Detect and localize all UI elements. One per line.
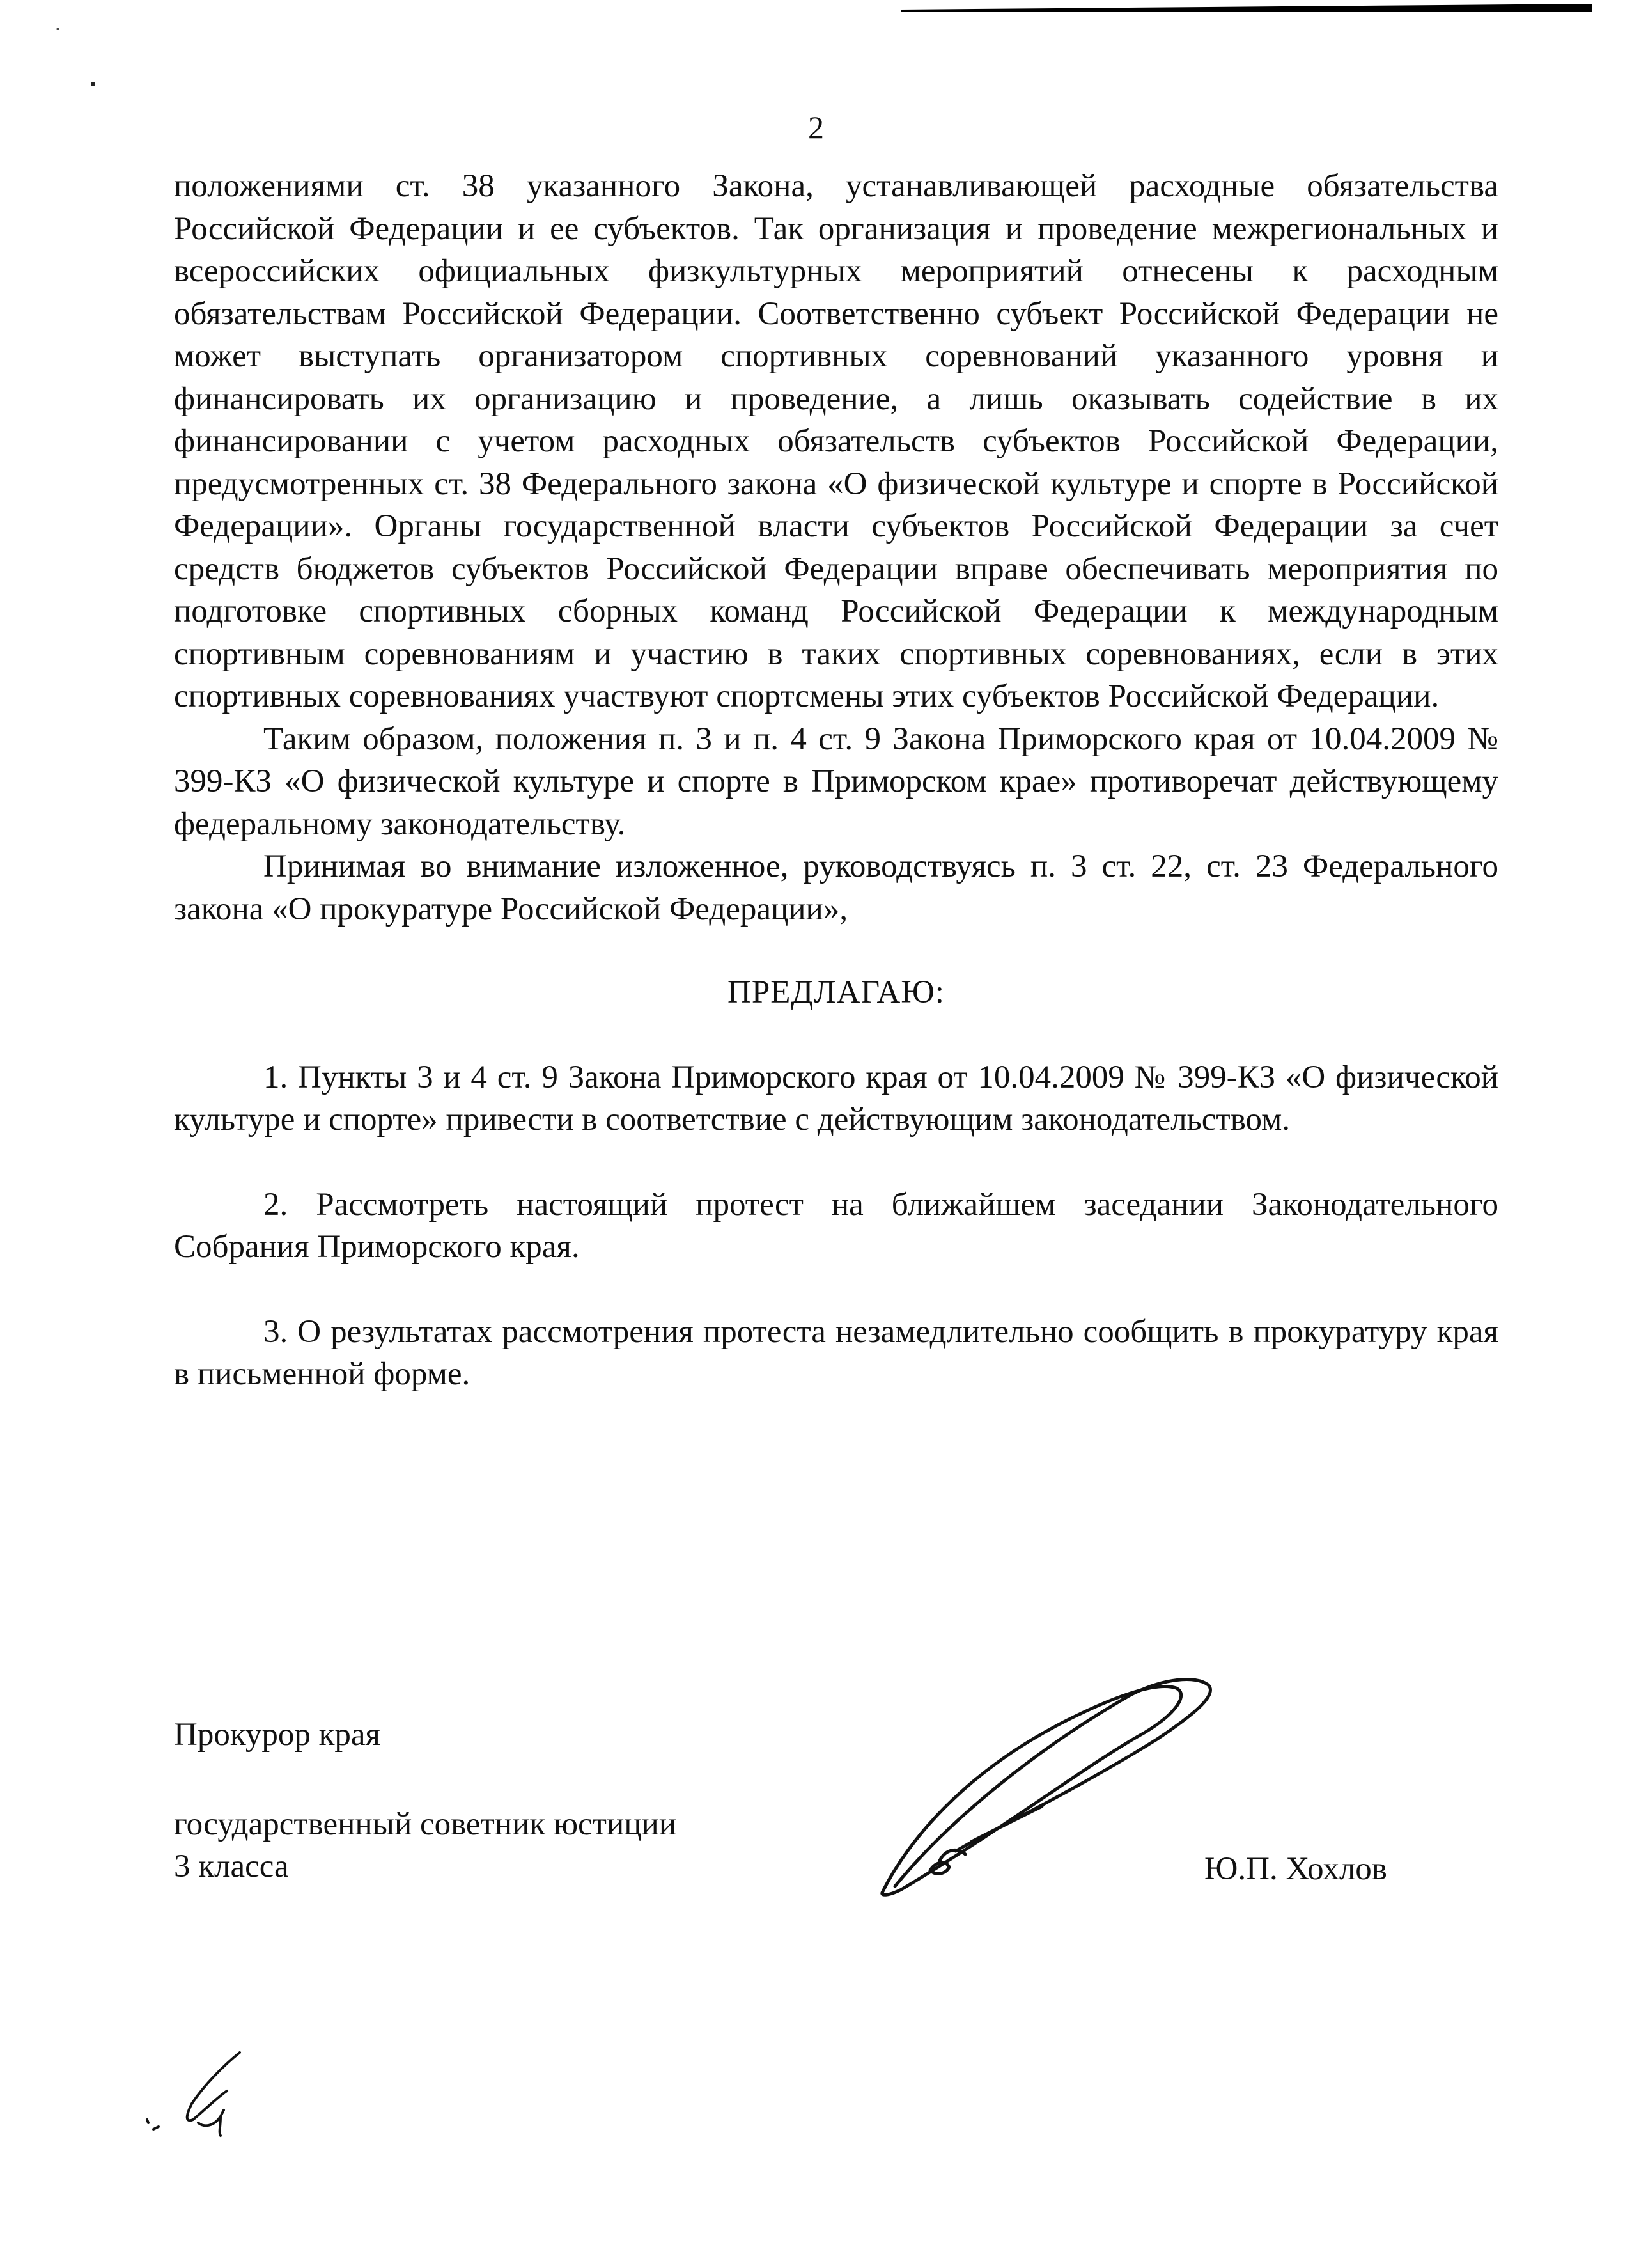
resolution-heading: ПРЕДЛАГАЮ: — [727, 974, 945, 1010]
page-number: 2 — [808, 109, 824, 145]
signatory-rank-line-2: 3 класса — [174, 1849, 289, 1884]
scan-speck — [91, 82, 95, 86]
handwritten-signature-icon — [876, 1669, 1259, 1899]
scan-speck — [56, 28, 59, 30]
signatory-rank — [174, 1803, 676, 1888]
scan-edge-artifact — [901, 4, 1592, 12]
body-paragraph-2: Таким образом, положения п. 3 и п. 4 ст. 9 Закона Приморского края от 10.04.2009 № 399-КЗ «О физической культуре и спорте в Приморском крае» противоречат действующему федеральному законодательству. — [174, 721, 1498, 842]
body-paragraph-1: положениями ст. 38 указанного Закона, устанавливающей расходные обязательства Российской Федерации и ее субъектов. Так организация и проведение межрегиональных и всероссийских официальных физкультурных мероприятий отнесены к расходным обязательствам Российской Федерации. Соответственно субъект Российской Федерации не может выступать организатором спортивных соревнований указанного уровня и финансировать их организацию и проведение, а лишь оказывать содействие в их финансировании с учетом расходных обязательств субъектов Российской Федерации, предусмотренных ст. 38 Федерального закона «О физической культуре и спорте в Российской Федерации». Органы государственной власти субъектов Российской Федерации за счет средств бюджетов субъектов Российской Федерации вправе обеспечивать мероприятия по подготовке спортивных сборных команд Российской Федерации к международным спортивным соревнованиям и участию в таких спортивных соревнованиях, если в этих спортивных соревнованиях участвуют спортсмены этих субъектов Российской Федерации. — [174, 168, 1498, 714]
signatory-title: Прокурор края — [174, 1717, 381, 1753]
resolution-item-1: 1. Пункты 3 и 4 ст. 9 Закона Приморского края от 10.04.2009 № 399-КЗ «О физической культуре и спорте» привести в соответствие с действующим законодательством. — [174, 1059, 1498, 1138]
resolution-item-3: 3. О результатах рассмотрения протеста незамедлительно сообщить в прокуратуру края в письменной форме. — [174, 1313, 1498, 1392]
signature-block — [174, 1714, 1498, 1918]
document-body — [174, 165, 1498, 1438]
signatory-rank-line-1: государственный советник юстиции — [174, 1806, 677, 1842]
resolution-item-2: 2. Рассмотреть настоящий протест на ближайшем заседании Законодательного Собрания Приморского края. — [174, 1186, 1498, 1265]
body-paragraph-3: Принимая во внимание изложенное, руководствуясь п. 3 ст. 22, ст. 23 Федерального закона «О прокуратуре Российской Федерации», — [174, 849, 1498, 927]
signatory-name: Ю.П. Хохлов — [1204, 1851, 1387, 1887]
handwritten-initials-icon — [134, 2046, 262, 2161]
